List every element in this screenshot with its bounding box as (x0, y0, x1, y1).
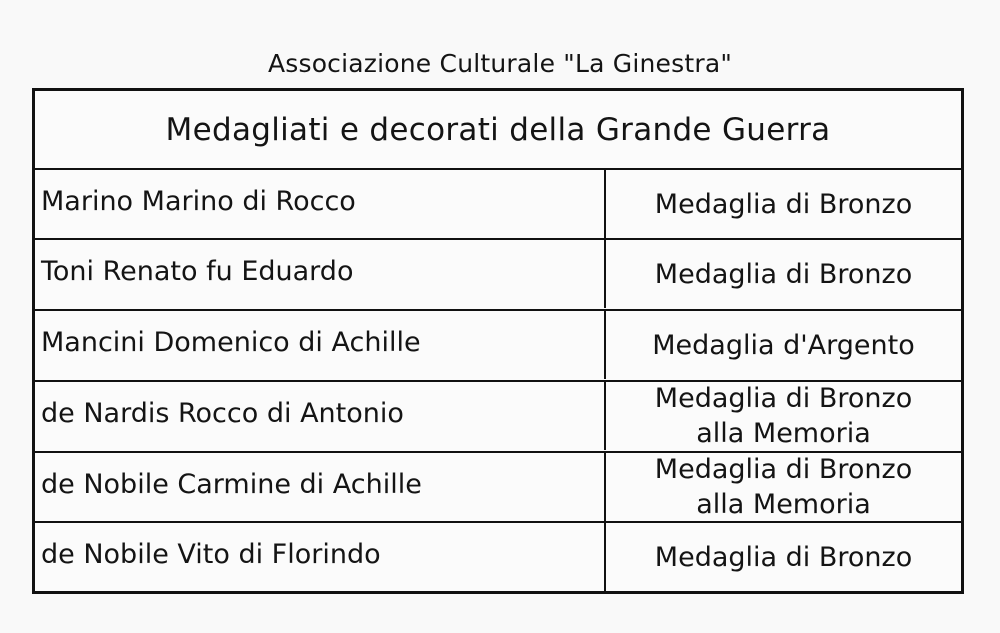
table-row (35, 380, 961, 450)
table-title: Medagliati e decorati della Grande Guerra (165, 111, 831, 148)
medal-type: Medaglia di Bronzo alla Memoria (654, 454, 913, 520)
recipient-name: Marino Marino di Rocco (41, 185, 356, 217)
recipient-name: de Nobile Carmine di Achille (41, 468, 422, 500)
table-row (35, 451, 961, 521)
decorations-table (32, 88, 964, 594)
table-row (35, 238, 961, 308)
medal-type: Medaglia di Bronzo (654, 188, 913, 220)
recipient-name: de Nobile Vito di Florindo (41, 538, 381, 570)
table-row (35, 309, 961, 379)
association-title: Associazione Culturale "La Ginestra" (267, 49, 733, 78)
table-row (35, 168, 961, 238)
medal-type: Medaglia di Bronzo (654, 541, 913, 573)
medal-type: Medaglia di Bronzo alla Memoria (654, 383, 913, 449)
recipient-name: de Nardis Rocco di Antonio (41, 397, 404, 429)
table-row (35, 521, 961, 591)
medal-type: Medaglia di Bronzo (654, 258, 913, 290)
medal-type: Medaglia d'Argento (652, 329, 915, 361)
recipient-name: Mancini Domenico di Achille (41, 326, 421, 358)
recipient-name: Toni Renato fu Eduardo (41, 255, 354, 287)
